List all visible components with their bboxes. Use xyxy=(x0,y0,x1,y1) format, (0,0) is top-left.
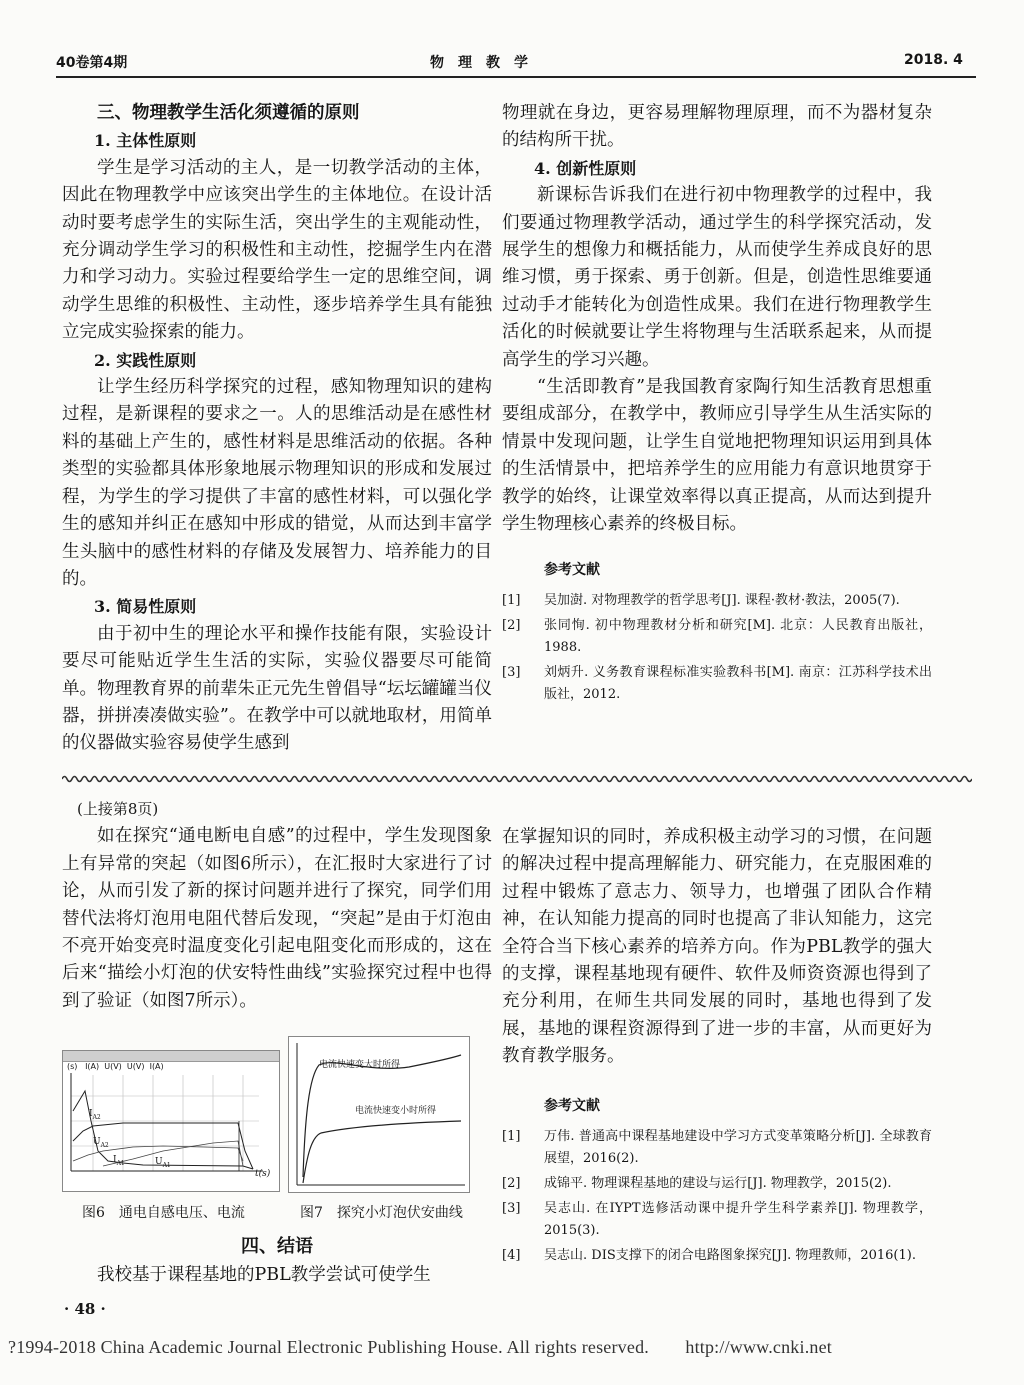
curve-label-u-a2: $U_{A2}$ xyxy=(93,1137,109,1149)
figure-6-screenshot xyxy=(62,1050,280,1192)
journal-volume: 40卷第4期 xyxy=(56,55,128,71)
reference-item: [3] 刘炳升. 义务教育课程标准实验教科书[M]. 南京：江苏科学技术出版社，2012. xyxy=(502,664,932,702)
reference-item: [4] 吴志山. DIS支撑下的闭合电路图象探究[J]. 物理教师，2016(1). xyxy=(502,1248,916,1264)
fig7-fast-increase-label: 电流快速变大时所得 xyxy=(319,1060,401,1070)
conclusion-paragraph: 我校基于课程基地的PBL教学尝试可使学生 xyxy=(97,1265,431,1285)
curve-label-i-a1: $I_{A1}$ xyxy=(113,1155,125,1167)
fig7-fast-decrease-label: 电流快速变小时所得 xyxy=(355,1106,437,1116)
self-induction-paragraph: 如在探究“通电断电自感”的过程中，学生发现图象上有异常的突起（如图6所示），在汇报时大家进行了讨论，从而引发了新的探讨问题并进行了探究，同学们用替代法将灯泡用电阻代替后发现，“突起”是由于灯泡由不亮开始变亮时温度变化引起电阻变化而形成的，这在后来“描绘小灯泡的伏安特性曲线”实验探究过程中也得到了验证（如图7所示）。 xyxy=(62,826,492,1011)
top-left-column xyxy=(62,100,492,758)
figure-7-plot xyxy=(288,1036,470,1193)
principle-4-text: 新课标告诉我们在进行初中物理教学的过程中，我们要通过物理教学活动，通过学生的科学探究活动，发展学生的想像力和概括能力，从而使学生养成良好的思维习惯，勇于探索、勇于创新。但是，创造性思维要通过动手才能转化为创造性成果。我们在进行物理教学生活化的时候就要让学生将物理与生活联系起来，从而提高学生的学习兴趣。 xyxy=(502,185,932,370)
reference-item: [3] 吴志山. 在IYPT选修活动课中提升学生科学素养[J]. 物理教学，2015(3). xyxy=(502,1201,932,1239)
figure-6-plot xyxy=(63,1051,279,1191)
principle-2-text: 让学生经历科学探究的过程，感知物理知识的建构过程，是新课程的要求之一。人的思维活动是在感性材料的基础上产生的，感性材料是思维活动的依据。各种类型的实验都具体形象地展示物理知识的形成和发展过程，为学生的学习提供了丰富的感性材料，可以强化学生的感知并纠正在感知中形成的错觉，从而达到丰富学生头脑中的感性材料的存储及发展智力、培养能力的目的。 xyxy=(62,377,492,589)
journal-title: 物 理 教 学 xyxy=(430,55,528,71)
figure-6-header: (s) I(A) U(V) U(V) I(A) xyxy=(67,1062,164,1071)
figure-7-caption: 图7 探究小灯泡伏安曲线 xyxy=(300,1205,463,1221)
reference-item: [2] 成锦平. 物理课程基地的建设与运行[J]. 物理教学，2015(2). xyxy=(502,1176,892,1192)
education-paragraph: “生活即教育”是我国教育家陶行知生活教育思想重要组成部分，在教学中，教师应引导学生从生活实际的情景中发现问题，让学生自觉地把物理知识运用到具体的生活情景中，把培养学生的应用能力有意识地贯穿于教学的始终，让课堂效率得以真正提高，从而达到提升学生物理核心素养的终极目标。 xyxy=(502,377,932,535)
figure-6-caption: 图6 通电自感电压、电流 xyxy=(82,1205,245,1221)
bottom-right-column xyxy=(502,824,932,1270)
reference-item: [2] 张同恂. 初中物理教材分析和研究[M]. 北京：人民教育出版社，1988. xyxy=(502,617,932,655)
section-heading-4: 四、结语 xyxy=(241,1236,313,1257)
principle-1-title: 1. 主体性原则 xyxy=(94,131,197,151)
references-title: 参考文献 xyxy=(544,561,600,578)
reference-item: [1] 万伟. 普通高中课程基地建设中学习方式变革策略分析[J]. 全球教育展望，2016(2). xyxy=(502,1129,932,1167)
time-axis-label: t(s) xyxy=(255,1169,271,1179)
header-rule xyxy=(56,76,976,78)
reference-item: [1] 吴加澍. 对物理教学的哲学思考[J]. 课程·教材·教法，2005(7). xyxy=(502,592,900,608)
section-heading-3: 三、物理教学生活化须遵循的原则 xyxy=(97,103,360,123)
principle-3-text: 由于初中生的理论水平和操作技能有限，实验设计要尽可能贴近学生生活的实际，实验仪器要尽可能简单。物理教育界的前辈朱正元先生曾倡导“坛坛罐罐当仪器，拼拼凑凑做实验”。在教学中可以就地取材，用简单的仪器做实验容易使学生感到 xyxy=(62,623,492,754)
bottom-left-column xyxy=(62,796,492,1015)
principle-1-text: 学生是学习活动的主人，是一切教学活动的主体，因此在物理教学中应该突出学生的主体地位。在设计活动时要考虑学生的实际生活，突出学生的主观能动性，充分调动学生学习的积极性和主动性，挖掘学生内在潜力和学习动力。实验过程要给学生一定的思维空间，调动学生思维的积极性、主动性，逐步培养学生具有能独立完成实验探索的能力。 xyxy=(62,157,492,343)
continued-from-note: (上接第8页) xyxy=(77,800,159,818)
curve-label-i-a2: $I_{A2}$ xyxy=(89,1109,101,1121)
top-right-column xyxy=(502,100,932,709)
pbl-paragraph: 在掌握知识的同时，养成积极主动学习的习惯，在问题的解决过程中提高理解能力、研究能力，在克服困难的过程中锻炼了意志力、领导力，也增强了团队合作精神，在认知能力提高的同时也提高了非认知能力，这完全符合当下核心素养的培养方向。作为PBL教学的强大的支撑，课程基地现有硬件、软件及师资资源也得到了充分利用，在师生共同发展的同时，基地也得到了发展，基地的课程资源得到了进一步的丰富，从而更好为教育教学服务。 xyxy=(502,827,932,1067)
principle-3-title: 3. 简易性原则 xyxy=(94,597,197,617)
curve-label-u-a1: $U_{A1}$ xyxy=(155,1157,171,1169)
journal-date: 2018. 4 xyxy=(904,52,963,68)
wavy-divider xyxy=(62,774,972,784)
page-number: · 48 · xyxy=(64,1300,106,1318)
continued-text: 物理就在身边，更容易理解物理原理，而不为器材复杂的结构所干扰。 xyxy=(502,103,932,151)
copyright-line: ?1994-2018 China Academic Journal Electronic Publishing House. All rights reserved. http://www.cnki.net xyxy=(8,1337,832,1357)
principle-2-title: 2. 实践性原则 xyxy=(94,350,197,370)
references-title: 参考文献 xyxy=(544,1097,600,1114)
principle-4-title: 4. 创新性原则 xyxy=(534,158,637,178)
conclusion-start xyxy=(62,1262,492,1289)
